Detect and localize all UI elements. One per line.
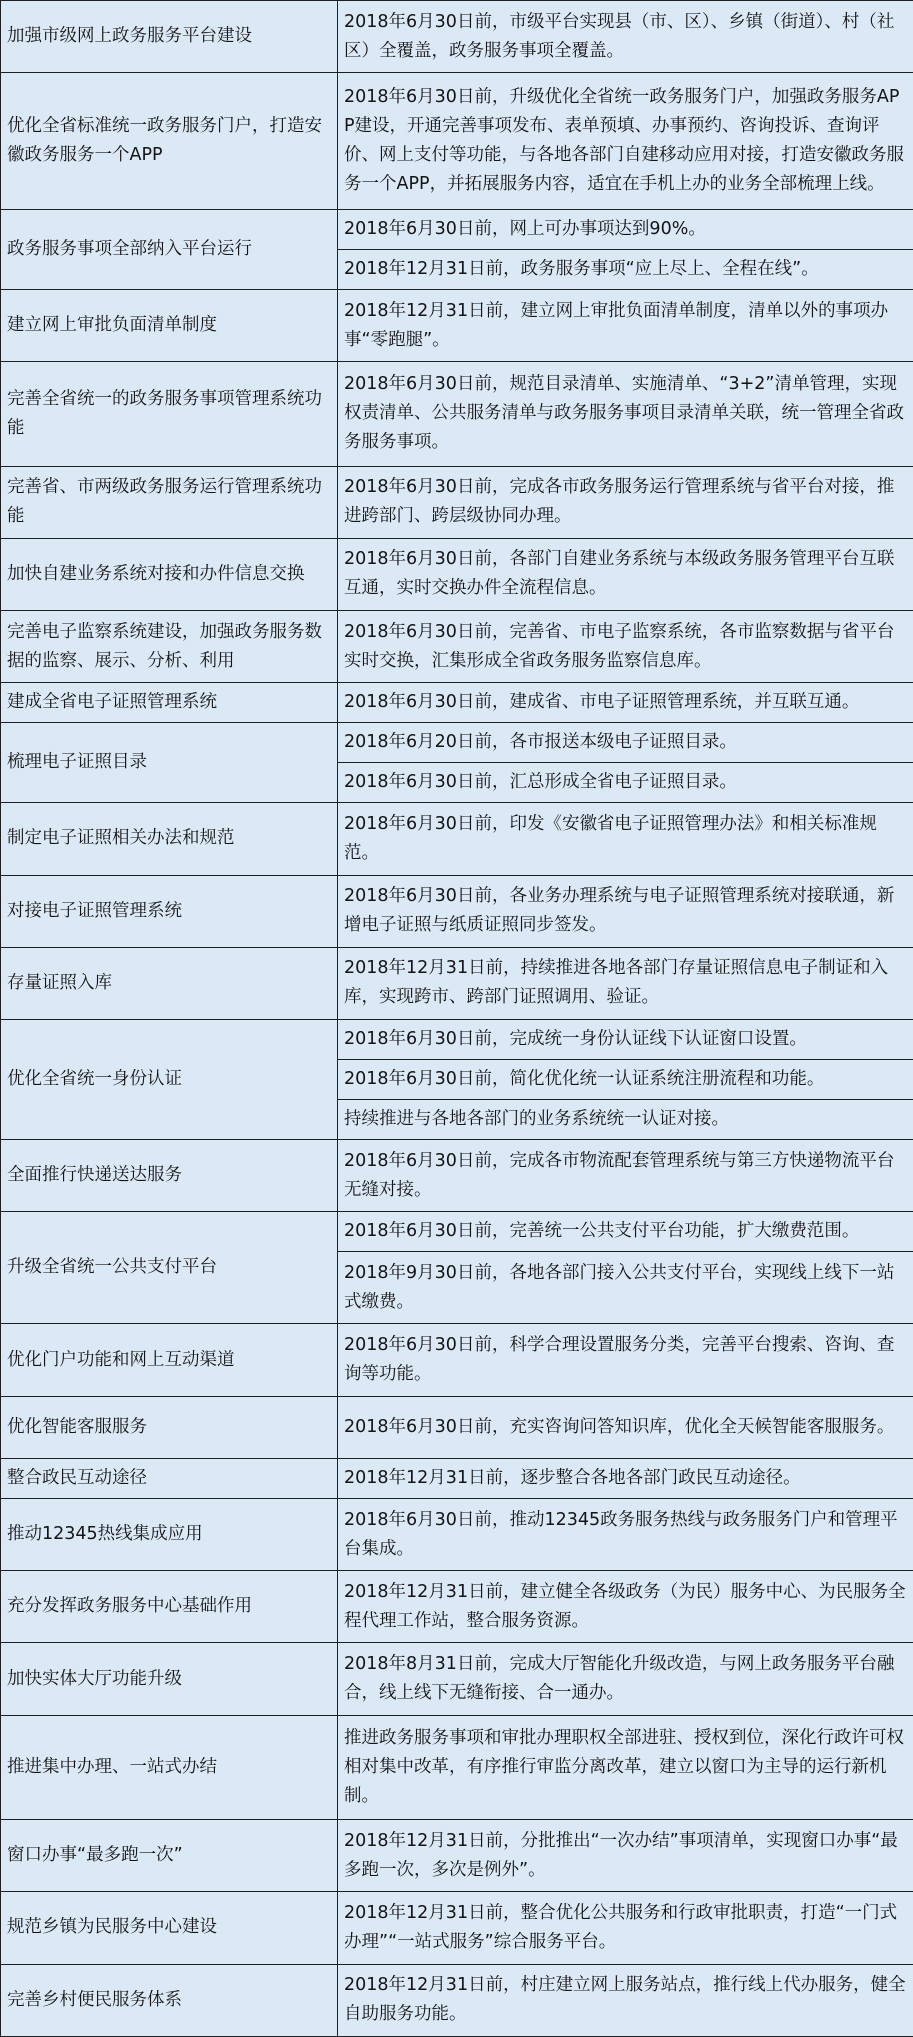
table-row [1,875,913,947]
task-detail-cell: 2018年6月30日前，完善统一公共支付平台功能，扩大缴费范围。 [338,1212,913,1252]
table-row [1,611,913,683]
table-row [1,209,913,249]
task-name-cell: 优化全省标准统一政务服务门户，打造安徽政务服务一个APP [1,73,338,210]
table-row [1,1820,913,1892]
task-detail-cell: 2018年6月30日前，简化优化统一认证系统注册流程和功能。 [338,1060,913,1100]
table-row [1,1,913,73]
table-row [1,1212,913,1252]
task-name-cell: 规范乡镇为民服务中心建设 [1,1892,338,1964]
task-name-cell: 存量证照入库 [1,947,338,1019]
task-name-cell: 加快实体大厅功能升级 [1,1643,338,1715]
task-detail-cell: 2018年6月20日前，各市报送本级电子证照目录。 [338,723,913,763]
table-row [1,73,913,210]
table-row [1,1140,913,1212]
task-detail-cell: 2018年6月30日前，推动12345政务服务热线与政务服务门户和管理平台集成。 [338,1498,913,1570]
task-name-cell: 制定电子证照相关办法和规范 [1,803,338,875]
table-row [1,289,913,361]
task-name-cell: 政务服务事项全部纳入平台运行 [1,209,338,289]
task-detail-cell: 2018年6月30日前，市级平台实现县（市、区）、乡镇（街道）、村（社区）全覆盖，政务服务事项全覆盖。 [338,1,913,73]
task-name-cell: 完善全省统一的政务服务事项管理系统功能 [1,362,338,466]
table-row [1,1458,913,1498]
table-row [1,947,913,1019]
task-detail-cell: 推进政务服务事项和审批办理职权全部进驻、授权到位，深化行政许可权相对集中改革，有序推行审监分离改革，建立以窗口为主导的运行新机制。 [338,1715,913,1819]
task-name-cell: 全面推行快递送达服务 [1,1140,338,1212]
task-name-cell: 优化门户功能和网上互动渠道 [1,1324,338,1396]
task-detail-cell: 2018年6月30日前，科学合理设置服务分类，完善平台搜索、咨询、查询等功能。 [338,1324,913,1396]
table-row [1,1571,913,1643]
task-table-body [1,1,913,2037]
task-detail-cell: 2018年6月30日前，汇总形成全省电子证照目录。 [338,763,913,803]
task-name-cell: 建立网上审批负面清单制度 [1,289,338,361]
task-detail-cell: 2018年6月30日前，各部门自建业务系统与本级政务服务管理平台互联互通，实时交换办件全流程信息。 [338,538,913,610]
table-row [1,466,913,538]
task-detail-cell: 持续推进与各地各部门的业务系统统一认证对接。 [338,1100,913,1140]
task-name-cell: 完善省、市两级政务服务运行管理系统功能 [1,466,338,538]
task-detail-cell: 2018年6月30日前，完成各市物流配套管理系统与第三方快递物流平台无缝对接。 [338,1140,913,1212]
task-name-cell: 完善乡村便民服务体系 [1,1964,338,2036]
task-detail-cell: 2018年12月31日前，整合优化公共服务和行政审批职责，打造“一门式办理”“一站式服务”综合服务平台。 [338,1892,913,1964]
task-detail-cell: 2018年12月31日前，建立健全各级政务（为民）服务中心、为民服务全程代理工作站，整合服务资源。 [338,1571,913,1643]
task-name-cell: 加快自建业务系统对接和办件信息交换 [1,538,338,610]
task-name-cell: 优化全省统一身份认证 [1,1020,338,1140]
task-name-cell: 整合政民互动途径 [1,1458,338,1498]
task-detail-cell: 2018年6月30日前，完成统一身份认证线下认证窗口设置。 [338,1020,913,1060]
task-detail-cell: 2018年6月30日前，各业务办理系统与电子证照管理系统对接联通，新增电子证照与纸质证照同步签发。 [338,875,913,947]
task-detail-cell: 2018年9月30日前，各地各部门接入公共支付平台，实现线上线下一站式缴费。 [338,1252,913,1324]
task-name-cell: 窗口办事“最多跑一次” [1,1820,338,1892]
task-detail-cell: 2018年12月31日前，政务服务事项“应上尽上、全程在线”。 [338,249,913,289]
task-name-cell: 优化智能客服服务 [1,1396,338,1458]
table-row [1,538,913,610]
table-row [1,362,913,466]
task-detail-cell: 2018年6月30日前，印发《安徽省电子证照管理办法》和相关标准规范。 [338,803,913,875]
table-row [1,1715,913,1819]
task-detail-cell: 2018年6月30日前，充实咨询问答知识库，优化全天候智能客服服务。 [338,1396,913,1458]
task-detail-cell: 2018年6月30日前，完善省、市电子监察系统，各市监察数据与省平台实时交换，汇集形成全省政务服务监察信息库。 [338,611,913,683]
task-name-cell: 建成全省电子证照管理系统 [1,683,338,723]
table-row [1,1892,913,1964]
task-name-cell: 加强市级网上政务服务平台建设 [1,1,338,73]
table-row [1,1498,913,1570]
table-row [1,1396,913,1458]
task-name-cell: 推动12345热线集成应用 [1,1498,338,1570]
task-detail-cell: 2018年12月31日前，逐步整合各地各部门政民互动途径。 [338,1458,913,1498]
task-name-cell: 对接电子证照管理系统 [1,875,338,947]
table-row [1,683,913,723]
task-detail-cell: 2018年6月30日前，规范目录清单、实施清单、“3+2”清单管理，实现权责清单、公共服务清单与政务服务事项目录清单关联，统一管理全省政务服务事项。 [338,362,913,466]
task-detail-cell: 2018年12月31日前，持续推进各地各部门存量证照信息电子制证和入库，实现跨市、跨部门证照调用、验证。 [338,947,913,1019]
task-name-cell: 充分发挥政务服务中心基础作用 [1,1571,338,1643]
table-row [1,1020,913,1060]
task-detail-cell: 2018年8月31日前，完成大厅智能化升级改造，与网上政务服务平台融合，线上线下无缝衔接、合一通办。 [338,1643,913,1715]
table-row [1,1324,913,1396]
task-name-cell: 梳理电子证照目录 [1,723,338,803]
table-row [1,803,913,875]
table-row [1,723,913,763]
task-detail-cell: 2018年6月30日前，建成省、市电子证照管理系统，并互联互通。 [338,683,913,723]
task-detail-cell: 2018年6月30日前，升级优化全省统一政务服务门户，加强政务服务APP建设，开通完善事项发布、表单预填、办事预约、咨询投诉、查询评价、网上支付等功能，与各地各部门自建移动应用对接，打造安徽政务服务一个APP，并拓展服务内容，适宜在手机上办的业务全部梳理上线。 [338,73,913,210]
task-detail-cell: 2018年12月31日前，分批推出“一次办结”事项清单，实现窗口办事“最多跑一次，多次是例外”。 [338,1820,913,1892]
task-detail-cell: 2018年12月31日前，村庄建立网上服务站点，推行线上代办服务，健全自助服务功能。 [338,1964,913,2036]
task-name-cell: 推进集中办理、一站式办结 [1,1715,338,1819]
task-detail-cell: 2018年6月30日前，完成各市政务服务运行管理系统与省平台对接，推进跨部门、跨层级协同办理。 [338,466,913,538]
table-row [1,1964,913,2036]
task-name-cell: 完善电子监察系统建设，加强政务服务数据的监察、展示、分析、利用 [1,611,338,683]
task-name-cell: 升级全省统一公共支付平台 [1,1212,338,1324]
table-row [1,1643,913,1715]
task-detail-cell: 2018年12月31日前，建立网上审批负面清单制度，清单以外的事项办事“零跑腿”。 [338,289,913,361]
task-detail-cell: 2018年6月30日前，网上可办事项达到90%。 [338,209,913,249]
